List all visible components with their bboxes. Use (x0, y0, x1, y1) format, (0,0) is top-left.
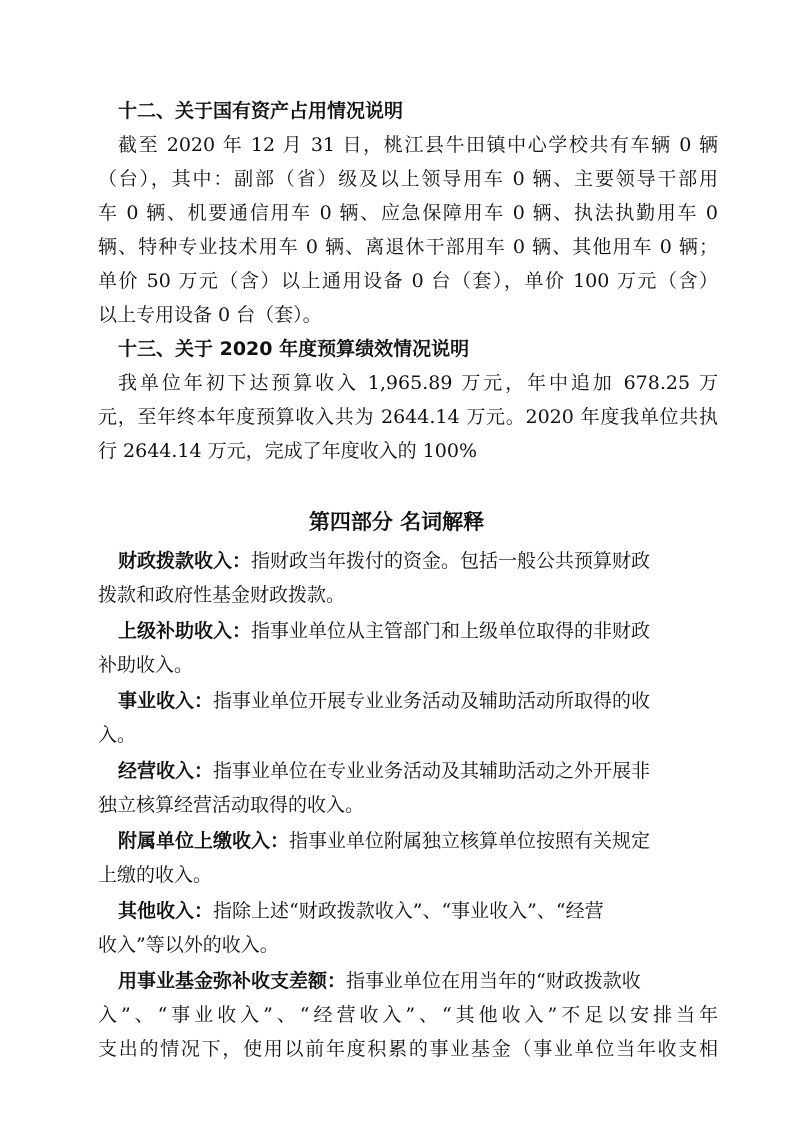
section-13-line-3: 行 2644.14 万元，完成了年度收入的 100% (98, 440, 478, 462)
other-income-text: 指除上述“财政拨款收入”、“事业收入”、“经营 (213, 900, 604, 922)
affiliated-income-term: 附属单位上缴收入： (118, 830, 290, 852)
affiliated-income-definition (118, 828, 718, 854)
other-income-line-2: 收入”等以外的收入。 (98, 934, 279, 956)
section-13-line-2: 元，至年终本年度预算收入共为 2644.14 万元。2020 年度我单位共执 (98, 406, 718, 428)
business-income-definition (118, 688, 718, 714)
fiscal-allocation-term: 财政拨款收入： (118, 550, 252, 572)
section-12-line-2: （台），其中：副部（省）级及以上领导用车 0 辆、主要领导干部用 (98, 168, 718, 190)
affiliated-income-line-2: 上缴的收入。 (98, 864, 213, 886)
business-income-term: 事业收入： (118, 690, 214, 712)
higher-subsidy-term: 上级补助收入： (118, 620, 252, 642)
fund-offset-text: 指事业单位在用当年的“财政拨款收 (346, 970, 641, 992)
section-12-line-1: 截至 2020 年 12 月 31 日，桃江县牛田镇中心学校共有车辆 0 辆 (118, 134, 718, 156)
section-12-heading: 十二、关于国有资产占用情况说明 (118, 100, 404, 122)
fund-offset-definition (118, 968, 718, 994)
section-13-line-1: 我单位年初下达预算收入 1,965.89 万元，年中追加 678.25 万 (118, 372, 718, 394)
section-12-line-5: 单价 50 万元（含）以上通用设备 0 台（套），单价 100 万元（含） (98, 270, 718, 292)
other-income-term: 其他收入： (118, 900, 214, 922)
higher-subsidy-line-2: 补助收入。 (98, 654, 194, 676)
fund-offset-term: 用事业基金弥补收支差额： (118, 970, 347, 992)
higher-subsidy-text: 指事业单位从主管部门和上级单位取得的非财政 (251, 620, 651, 642)
higher-subsidy-definition (118, 618, 718, 644)
fiscal-allocation-line-2: 拨款和政府性基金财政拨款。 (98, 584, 346, 606)
part-4-title: 第四部分 名词解释 (308, 510, 485, 534)
operating-income-definition (118, 758, 718, 784)
section-12-line-4: 辆、特种专业技术用车 0 辆、离退休干部用车 0 辆、其他用车 0 辆； (98, 236, 718, 258)
business-income-text: 指事业单位开展专业业务活动及辅助活动所取得的收 (213, 690, 651, 712)
operating-income-text: 指事业单位在专业业务活动及其辅助活动之外开展非 (213, 760, 651, 782)
operating-income-line-2: 独立核算经营活动取得的收入。 (98, 794, 365, 816)
section-13-heading: 十三、关于 2020 年度预算绩效情况说明 (118, 338, 470, 360)
section-12-line-6: 以上专用设备 0 台（套）。 (98, 304, 322, 326)
operating-income-term: 经营收入： (118, 760, 214, 782)
business-income-line-2: 入。 (98, 724, 137, 746)
affiliated-income-text: 指事业单位附属独立核算单位按照有关规定 (289, 830, 651, 852)
fund-offset-line-2: 入”、“事业收入”、“经营收入”、“其他收入”不足以安排当年 (98, 1004, 718, 1026)
fiscal-allocation-definition (118, 548, 718, 574)
fund-offset-line-3: 支出的情况下，使用以前年度积累的事业基金（事业单位当年收支相 (98, 1038, 718, 1060)
fiscal-allocation-text: 指财政当年拨付的资金。包括一般公共预算财政 (251, 550, 651, 572)
other-income-definition (118, 898, 718, 924)
section-12-line-3: 车 0 辆、机要通信用车 0 辆、应急保障用车 0 辆、执法执勤用车 0 (98, 202, 718, 224)
